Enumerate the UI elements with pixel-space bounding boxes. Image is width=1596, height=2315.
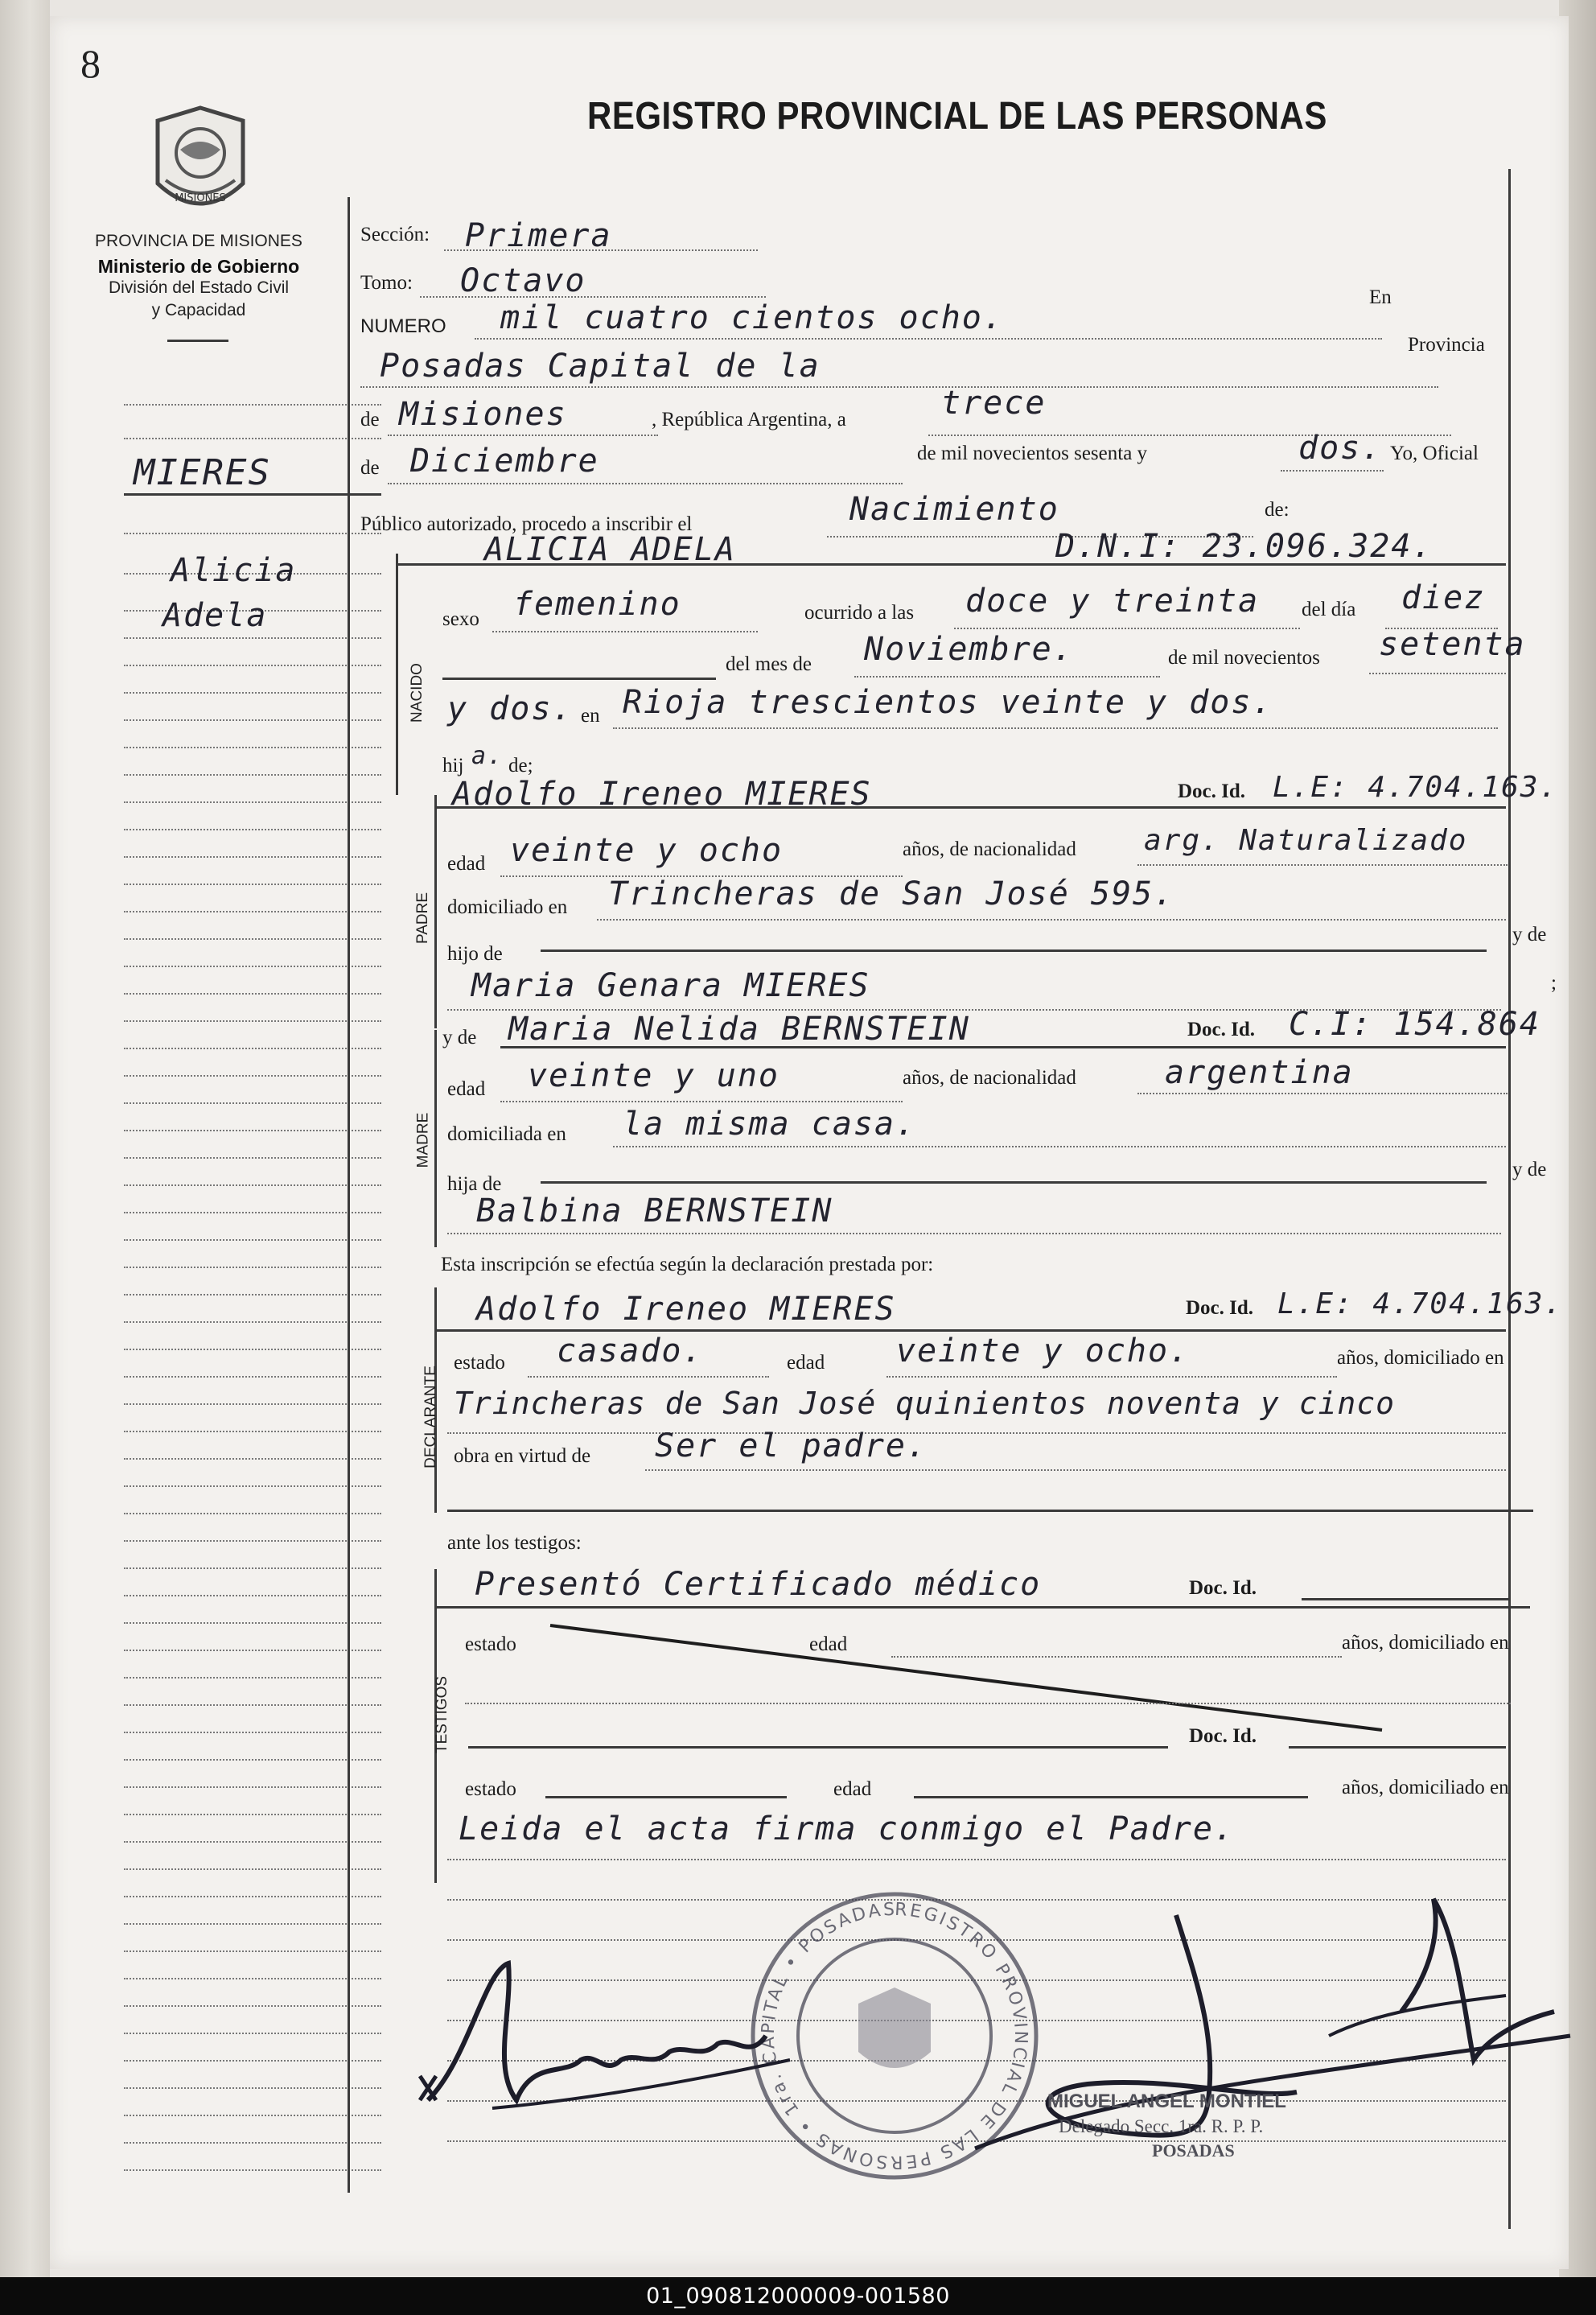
signature-declarant: [372, 1939, 822, 2132]
label-anos-dom-testigo2: años, domiciliado en: [1342, 1777, 1509, 1798]
header-ministry: Ministerio de Gobierno: [97, 256, 300, 277]
label-del-dia: del día: [1302, 599, 1356, 620]
certificate-page: [50, 16, 1569, 2269]
label-obra: obra en virtud de: [454, 1445, 591, 1467]
section-testigos: TESTIGOS: [434, 1675, 451, 1754]
provincial-seal-icon: [150, 103, 251, 224]
label-y-de-madre: y de: [442, 1027, 477, 1048]
tomo-value: Octavo: [460, 262, 586, 299]
section-madre: MADRE: [414, 1112, 432, 1168]
section-nacido: NACIDO: [408, 663, 426, 723]
section-declarante: DECLARANTE: [422, 1366, 439, 1469]
label-en-nacimiento: en: [581, 705, 600, 727]
stamp-ring-text: REGISTRO PROVINCIAL DE LAS PERSONAS • 1ra. CAPITAL • POSADAS: [758, 1899, 1031, 2173]
testigo1-value: Presentó Certificado médico: [475, 1566, 1042, 1603]
anio-nac-2-value: y dos.: [447, 690, 574, 727]
label-ocurrido: ocurrido a las: [804, 602, 915, 624]
label-edad-declarante: edad: [787, 1352, 825, 1374]
document-title: REGISTRO PROVINCIAL DE LAS PERSONAS: [587, 93, 1327, 138]
madre-dom-value: la misma casa.: [623, 1106, 917, 1143]
label-edad-padre: edad: [447, 853, 486, 875]
label-doc-declarante: Doc. Id.: [1186, 1297, 1254, 1319]
label-anos-dom-declarante: años, domiciliado en: [1337, 1347, 1504, 1369]
label-tomo: Tomo:: [360, 272, 413, 294]
label-seccion: Sección:: [360, 224, 430, 245]
section-padre: PADRE: [414, 892, 432, 945]
label-mil-nov: de mil novecientos: [1168, 647, 1320, 669]
label-domiciliada-madre: domiciliada en: [447, 1123, 566, 1145]
label-inscripcion: Esta inscripción se efectúa según la declaración prestada por:: [441, 1254, 934, 1275]
label-semicolon: ;: [1551, 972, 1557, 994]
sexo-value: femenino: [513, 586, 681, 623]
lugar-value: Posadas Capital de la: [380, 348, 821, 385]
label-anos-dom-testigo1: años, domiciliado en: [1342, 1632, 1509, 1654]
label-estado-testigo1: estado: [465, 1633, 516, 1655]
label-doc-testigo1: Doc. Id.: [1189, 1577, 1257, 1599]
official-name: MIGUEL ANGEL MONTIEL: [1047, 2091, 1286, 2112]
mes-nac-value: Noviembre.: [864, 631, 1074, 668]
margin-surname: MIERES: [134, 452, 271, 493]
dni-value: D.N.I: 23.096.324.: [1055, 528, 1434, 565]
label-estado-testigo2: estado: [465, 1778, 516, 1800]
declarante-edad-value: veinte y ocho.: [896, 1333, 1191, 1370]
seccion-value: Primera: [465, 217, 612, 254]
label-de-colon: de:: [1265, 499, 1290, 521]
strike-through-line: [549, 1622, 1385, 1735]
header-capacity: y Capacidad: [151, 301, 246, 319]
hora-value: doce y treinta: [965, 583, 1260, 620]
padre-nac-value: arg. Naturalizado: [1144, 824, 1468, 857]
nombre-value: ALICIA ADELA: [484, 531, 736, 568]
label-republica: , República Argentina, a: [652, 409, 846, 430]
label-edad-testigo1: edad: [809, 1633, 848, 1655]
leida-value: Leida el acta firma conmigo el Padre.: [459, 1810, 1236, 1847]
book-spine: [0, 0, 50, 2285]
header-division: División del Estado Civil: [108, 278, 290, 297]
anio-value: dos.: [1298, 430, 1383, 467]
margin-given-name-2: Adela: [162, 597, 268, 634]
label-hijo-de: hijo de: [447, 943, 503, 965]
madre-edad-value: veinte y uno: [528, 1057, 779, 1094]
padre-madre-value: Maria Genara MIERES: [471, 967, 870, 1004]
label-de-1: de: [360, 409, 380, 430]
label-yo-oficial: Yo, Oficial: [1390, 443, 1479, 464]
declarante-value: Adolfo Ireneo MIERES: [476, 1291, 896, 1328]
label-y-de-madre-2: y de: [1512, 1159, 1547, 1180]
label-doc-testigo2: Doc. Id.: [1189, 1725, 1257, 1747]
page-number: 8: [80, 41, 101, 86]
madre-doc-value: C.I: 154.864: [1289, 1006, 1540, 1043]
declarante-estado-value: casado.: [557, 1333, 704, 1370]
label-anos-nac-madre: años, de nacionalidad: [903, 1067, 1076, 1089]
label-hija-de: hija de: [447, 1173, 502, 1195]
label-del-mes: del mes de: [726, 653, 812, 675]
label-en: En: [1369, 286, 1392, 308]
label-de-semi: de;: [508, 755, 533, 776]
margin-given-name-1: Alicia: [171, 552, 297, 589]
header-province: PROVINCIA DE MISIONES: [95, 232, 302, 250]
label-anos-nac-padre: años, de nacionalidad: [903, 838, 1076, 860]
label-doc-madre: Doc. Id.: [1187, 1019, 1256, 1040]
mes-value: Diciembre: [410, 443, 599, 480]
madre-value: Maria Nelida BERNSTEIN: [508, 1011, 970, 1048]
padre-dom-value: Trincheras de San José 595.: [608, 875, 1175, 912]
declarante-dom-value: Trincheras de San José quinientos noventa y cinco: [454, 1386, 1396, 1421]
label-y-de-padre: y de: [1512, 924, 1547, 945]
label-domiciliado-padre: domiciliado en: [447, 896, 568, 918]
dia-value: trece: [941, 385, 1047, 422]
seal-text: MISIONES: [175, 192, 226, 204]
anio-nac-1-value: setenta: [1379, 626, 1526, 663]
label-estado-declarante: estado: [454, 1352, 505, 1374]
madre-nac-value: argentina: [1165, 1054, 1354, 1091]
label-provincia: Provincia: [1408, 334, 1485, 356]
acto-value: Nacimiento: [849, 491, 1059, 528]
madre-madre-value: Balbina BERNSTEIN: [476, 1193, 833, 1230]
label-publico: Público autorizado, procedo a inscribir el: [360, 513, 693, 535]
label-sexo: sexo: [442, 608, 479, 630]
hij-suffix-value: a.: [471, 742, 504, 770]
label-ante: ante los testigos:: [447, 1532, 582, 1554]
official-place: POSADAS: [1152, 2140, 1235, 2161]
dia-nac-value: diez: [1401, 579, 1486, 616]
declarante-doc-value: L.E: 4.704.163.: [1277, 1287, 1564, 1320]
scan-identifier: 01_090812000009-001580: [0, 2277, 1596, 2315]
padre-value: Adolfo Ireneo MIERES: [452, 776, 872, 813]
virtud-value: Ser el padre.: [655, 1427, 928, 1464]
label-de-mil-sesenta: de mil novecientos sesenta y: [917, 443, 1148, 464]
lugar-nac-value: Rioja trescientos veinte y dos.: [623, 684, 1273, 721]
label-edad-madre: edad: [447, 1078, 486, 1100]
numero-value: mil cuatro cientos ocho.: [500, 299, 1004, 336]
label-numero: NUMERO: [360, 315, 446, 337]
label-de-2: de: [360, 457, 380, 479]
official-title: Delegado Secc. 1ra. R. P. P.: [1059, 2116, 1264, 2136]
label-hij: hij: [442, 755, 464, 776]
label-doc-padre: Doc. Id.: [1178, 781, 1246, 802]
padre-edad-value: veinte y ocho: [510, 832, 784, 869]
provincia-value: Misiones: [399, 396, 567, 433]
padre-doc-value: L.E: 4.704.163.: [1273, 771, 1559, 804]
label-edad-testigo2: edad: [833, 1778, 872, 1800]
